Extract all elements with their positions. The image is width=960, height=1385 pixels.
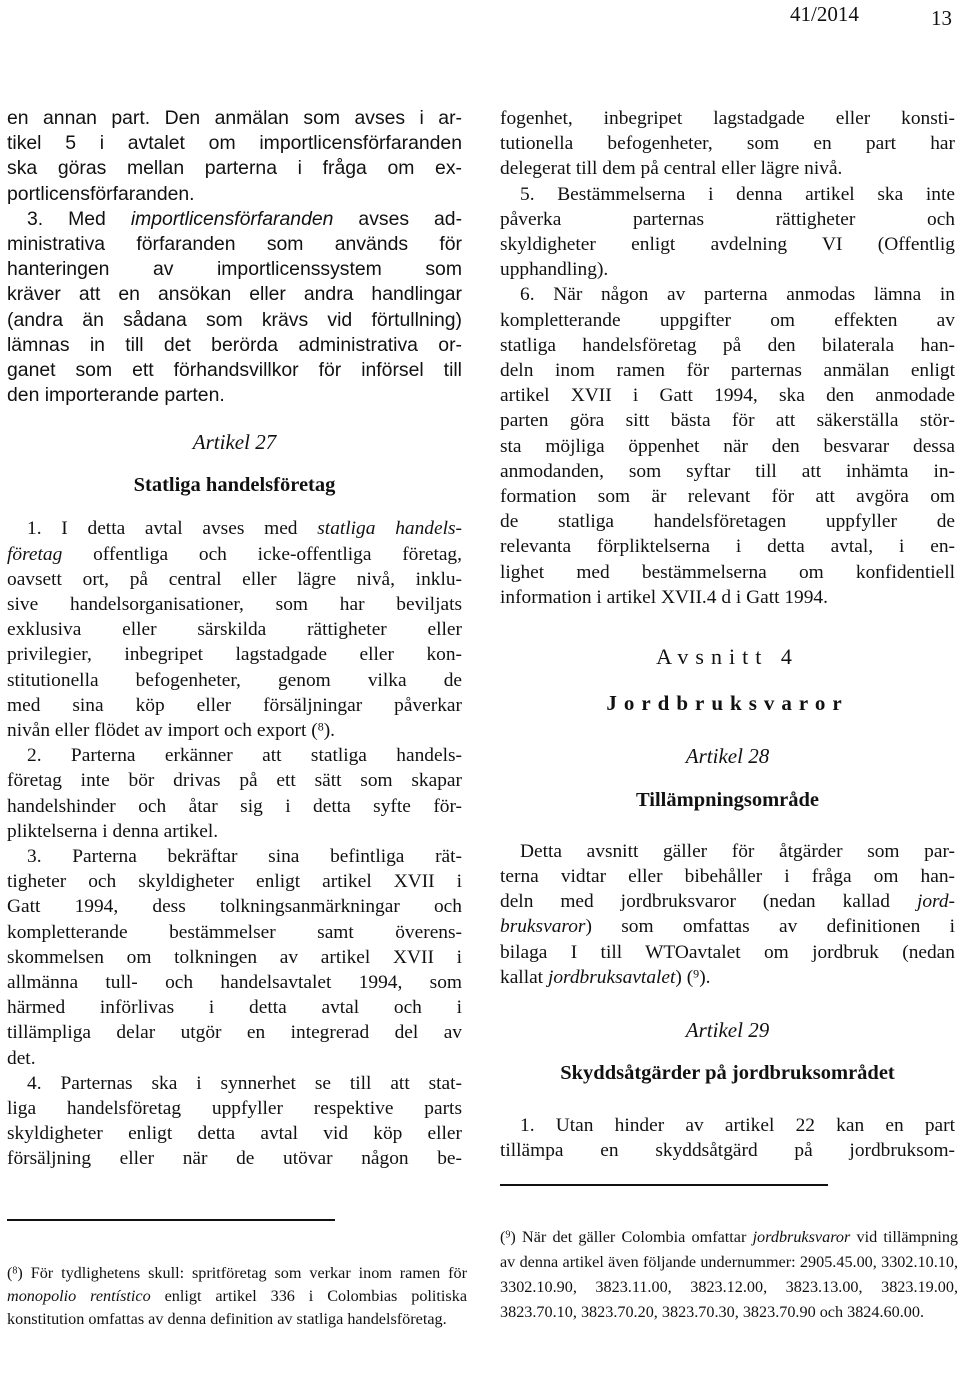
text-line: 1. Utan hinder av artikel 22 kan en part <box>520 1114 955 1136</box>
section-4-title: Jordbruksvaror <box>606 691 849 716</box>
text-line: fogenhet, inbegripet lagstadgade eller konsti- <box>500 108 955 129</box>
text-line: statliga handelsföretag på den bilaterala han- <box>500 334 955 356</box>
text-line: det. <box>7 1047 36 1069</box>
text-line: information i artikel XVII.4 d i Gatt 1994. <box>500 586 828 608</box>
text-line: 4. Parternas ska i synnerhet se till att stat- <box>27 1072 462 1094</box>
text-line: lämnas in till det berörda administrativa or- <box>7 333 462 356</box>
text-line: Gatt 1994, dess tolkningsanmärkningar och <box>7 896 462 918</box>
text-line: 2. Parterna erkänner att statliga handels- <box>27 745 462 767</box>
article-27-heading: Artikel 27 <box>192 430 277 454</box>
text-line: formation som är relevant för att avgöra om <box>500 486 955 508</box>
text-line: företag inte bör drivas på ett sätt som skapar <box>7 770 462 792</box>
text-line: relevanta förpliktelserna i detta avtal, i en- <box>500 536 955 558</box>
text-line: privilegier, inbegripet lagstadgade eller kon- <box>7 644 462 666</box>
text-line: påverka parternas rättigheter och <box>500 208 955 230</box>
text-line: skyldigheter enligt detta avtal vid köp eller <box>7 1123 462 1145</box>
text-line: parten göra sitt bästa för att säkerställa stör- <box>500 410 955 432</box>
left-column-lower <box>7 406 462 1172</box>
text-line: kräver att en ansökan eller andra handlingar <box>7 283 462 306</box>
text-line: stitutionella befogenheter, genom vilka de <box>7 669 462 691</box>
text-line: sta möjliga öppenhet när den besvarar dessa <box>500 435 955 457</box>
defined-term: jord- <box>916 891 955 913</box>
text-line: sive handelsorganisationer, som har beviljats <box>7 594 462 616</box>
text-line: lighet med bestämmelserna om konfidentiell <box>500 561 955 583</box>
footnote-8: ($^8$) För tydlighetens skull: spritföretag som verkar inom ramen för monopolio rentístico enligt artikel 336 i Colombias politiska konstitution omfattas av denna definition av statliga handelsföretag. <box>7 1264 468 1328</box>
issue-number: 41/2014 <box>790 2 859 26</box>
text-line: tillämpliga delar utgör en integrerad del av <box>7 1022 462 1044</box>
text-line: ska göras mellan parterna i fråga om ex- <box>7 157 462 180</box>
defined-term: företag <box>7 543 63 565</box>
text-line: 3. Med importlicensförfaranden avses ad- <box>27 207 463 230</box>
article-28-title: Tillämpningsområde <box>635 788 820 811</box>
text-line: tutionella befogenheter, som en part har <box>500 133 955 155</box>
text-line: terna vidtar eller bibehåller i fråga om han- <box>500 866 955 888</box>
text-line: exklusiva eller särskilda rättigheter eller <box>7 619 462 641</box>
text-line: ministrativa förfaranden som används för <box>7 233 462 256</box>
text-line: oavsett ort, på central eller lägre nivå, inklu- <box>7 568 462 590</box>
article-29-body <box>500 1113 955 1163</box>
defined-term: importlicensförfaranden <box>130 207 334 230</box>
text-line: 6. När någon av parterna anmodas lämna in <box>520 284 955 306</box>
text-line: pliktelserna i denna artikel. <box>7 820 219 842</box>
text-line: skommelsen om tolkningen av artikel XVII i <box>7 946 462 968</box>
article-29-title: Skyddsåtgärder på jordbruksområdet <box>560 1062 895 1085</box>
page-number: 13 <box>931 6 952 30</box>
defined-term: statliga handels- <box>317 518 462 540</box>
article-29-heading: Artikel 29 <box>685 1018 770 1043</box>
text-line: hanteringen av importlicenssystem som <box>7 258 462 281</box>
footnote-9: ($^9$) När det gäller Colombia omfattar jordbruksvaror vid tillämpning av denna artikel även följande undernummer: 2905.45.00, 3302.10.10, 3302.10.90, 3823.11.00, 3823.12.00, 3823.13.00, 3823.19.00, 3823.70.10, 3823.70.20, 3823.70.30, 3823.70.90 och 3824.60.00. <box>500 1228 959 1321</box>
text-line: en annan part. Den anmälan som avses i ar- <box>7 107 462 129</box>
paragraph-continued <box>7 106 462 207</box>
text-line: den importerande parten. <box>7 384 225 407</box>
text-line: artikel XVII i Gatt 1994, ska den anmodade <box>500 385 955 407</box>
defined-term: jordbruksavtalet <box>547 966 676 988</box>
text-line: 1. I detta avtal avses med statliga handels- <box>27 518 462 540</box>
left-column <box>7 106 462 408</box>
text-line: delegerat till dem på central eller lägre nivå. <box>500 158 843 180</box>
text-line: härmed införlivas i detta avtal och i <box>7 997 462 1019</box>
footnote-separator-left <box>7 1219 335 1221</box>
text-line: handelshinder och åtar sig i detta syfte för- <box>7 795 462 817</box>
article-28-heading: Artikel 28 <box>685 744 770 769</box>
article-27-paragraph-6 <box>500 282 955 610</box>
footnote-ref-8: 8 <box>317 719 324 734</box>
text-line: liga handelsföretag uppfyller respektive parts <box>7 1098 462 1120</box>
text-line: upphandling). <box>500 259 609 281</box>
article-27-paragraph-1 <box>7 516 462 743</box>
footnote-separator-right <box>500 1184 828 1186</box>
defined-term: bruksvaror <box>500 916 586 938</box>
text-line: 3. Parterna bekräftar sina befintliga rät- <box>27 846 462 868</box>
article-27-paragraph-3 <box>7 844 462 1071</box>
section-4-label: Avsnitt 4 <box>656 644 799 670</box>
paragraph-continued <box>500 106 955 182</box>
text-line: tigheter och skyldigheter enligt artikel XVII i <box>7 871 462 893</box>
paragraph-3-import-licensing <box>7 207 462 409</box>
article-27-paragraph-2 <box>7 743 462 844</box>
article-27-paragraph-4 <box>7 1071 462 1172</box>
text-line: portlicensförfaranden. <box>7 182 195 205</box>
footnote-ref-9: 9 <box>693 966 700 981</box>
article-27-title: Statliga handelsföretag <box>133 474 336 497</box>
text-line: allmänna tull- och handelsavtalet 1994, som <box>7 972 462 994</box>
text-line: tikel 5 i avtalet om importlicensförfaranden <box>7 132 462 155</box>
text-line: bruksvaror) som omfattas av definitionen i <box>500 916 955 938</box>
text-line: anmodanden, som syftar till att inhämta in- <box>500 460 955 482</box>
text-line: skyldigheter enligt avdelning VI (Offentlig <box>500 234 955 256</box>
text-line: Detta avsnitt gäller för åtgärder som par- <box>520 840 955 862</box>
article-27-paragraph-5 <box>500 182 955 283</box>
text-line: kompletterande bestämmelser samt överens- <box>7 921 462 943</box>
text-line: med sina köp eller försäljningar påverkar <box>7 694 462 716</box>
text-line: nivån eller flödet av import och export ($^8$). <box>7 719 336 742</box>
article-28-body <box>500 839 955 990</box>
text-line: deln med jordbruksvaror (nedan kallad jord- <box>500 891 955 913</box>
text-line: försäljning eller när de utövar någon be- <box>7 1148 462 1170</box>
text-line: 5. Bestämmelserna i denna artikel ska inte <box>520 183 955 205</box>
text-line: bilaga I till WTOavtalet om jordbruk (nedan <box>500 941 955 963</box>
text-line: kallat jordbruksavtalet) ($^9$). <box>500 966 711 988</box>
text-line: kompletterande uppgifter om effekten av <box>500 309 955 331</box>
text-line: deln inom ramen för parternas anmälan enligt <box>500 360 955 382</box>
text-line: tillämpa en skyddsåtgärd på jordbruksom- <box>500 1139 955 1161</box>
text-line: företag offentliga och icke-offentliga företag, <box>7 543 462 565</box>
right-column <box>500 106 955 1163</box>
text-line: (andra än sådana som krävs vid förtullning) <box>7 308 462 331</box>
text-line: ganet som ett förhandsvillkor för införsel till <box>7 359 462 382</box>
text-line: de statliga handelsföretagen uppfyller de <box>500 511 955 533</box>
